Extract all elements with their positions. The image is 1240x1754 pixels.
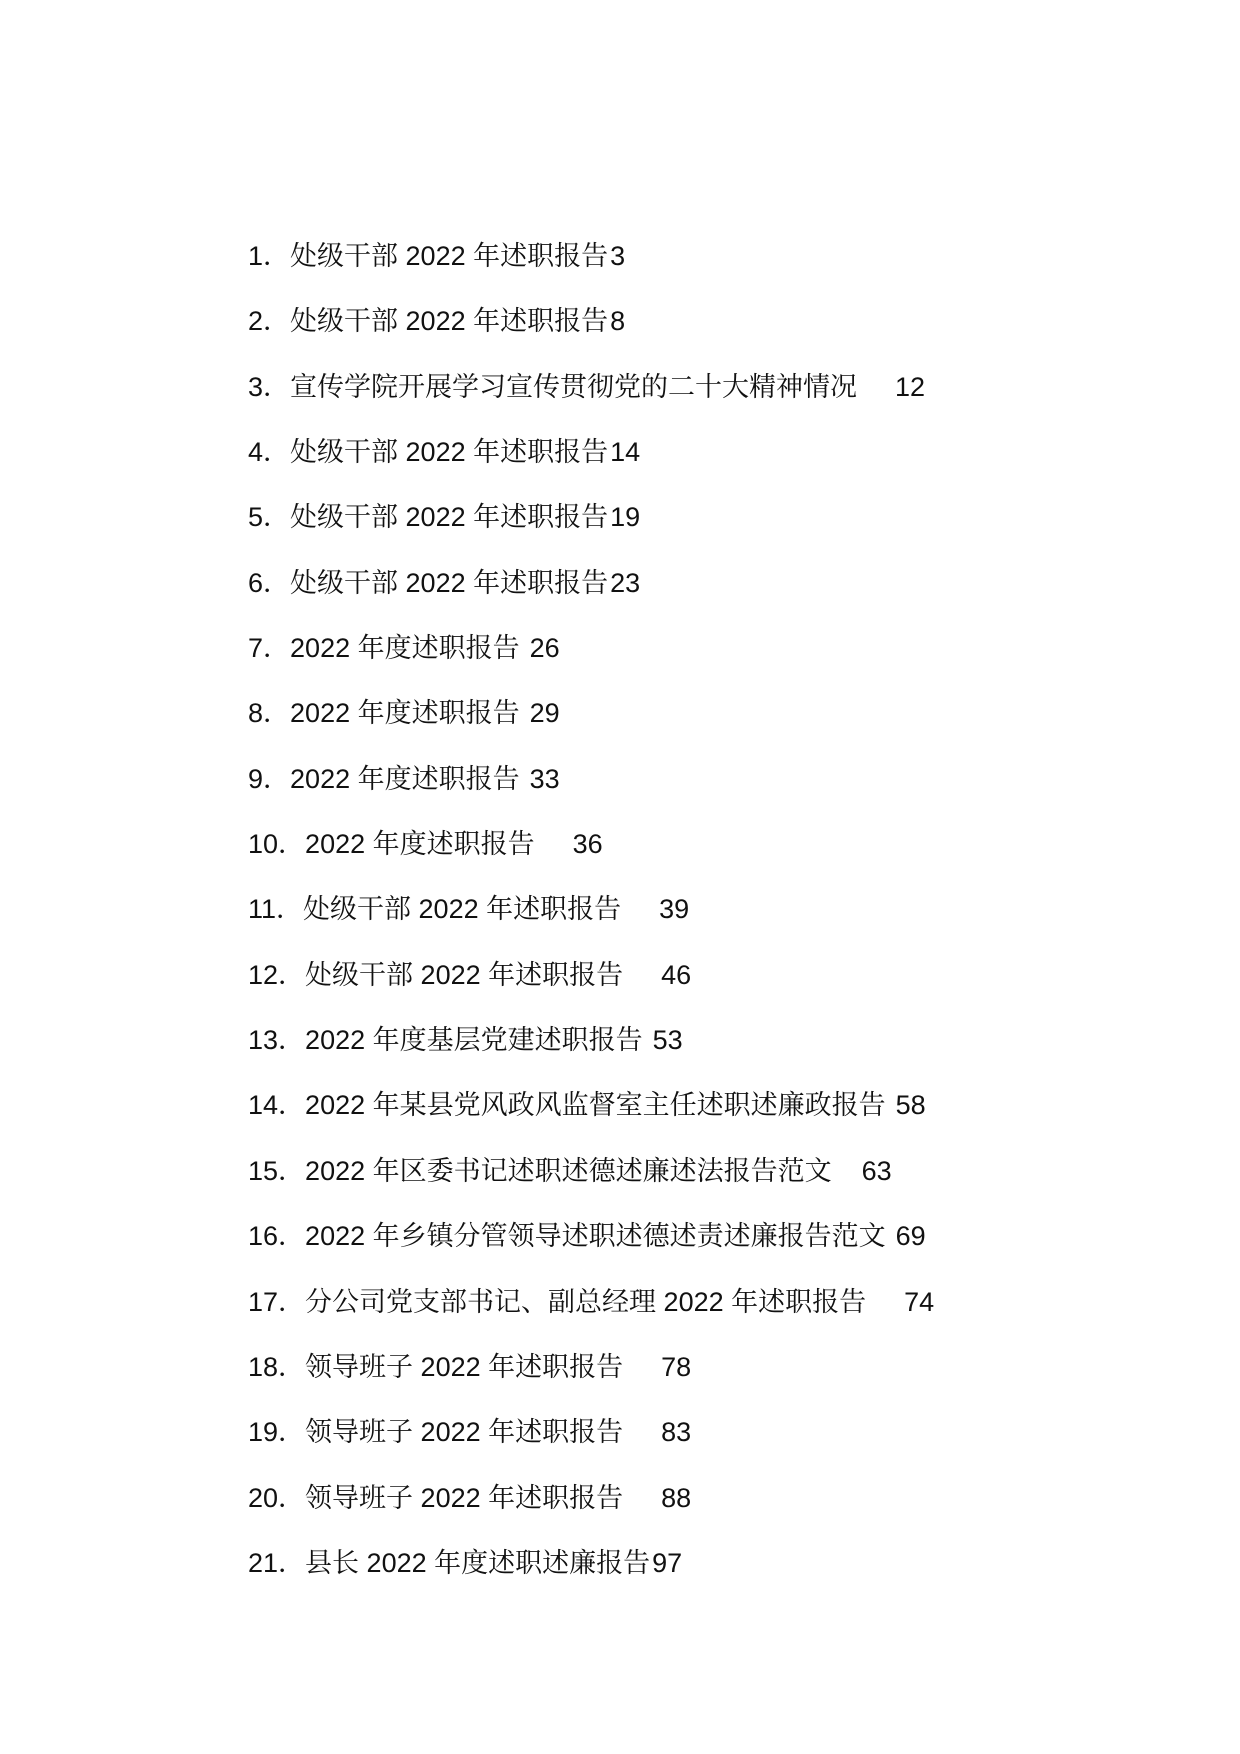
toc-entry-18[interactable]	[248, 1351, 1148, 1416]
table-of-contents	[248, 240, 1148, 1612]
toc-entry-number: 10．	[248, 829, 306, 860]
toc-entry-page: 14	[610, 437, 641, 468]
toc-entry-title: 领导班子 2022 年述职报告	[305, 1351, 624, 1382]
toc-entry-10[interactable]	[248, 828, 1148, 893]
toc-entry-8[interactable]	[248, 697, 1148, 762]
toc-entry-page: 74	[904, 1286, 935, 1317]
toc-entry-9[interactable]	[248, 763, 1148, 828]
toc-entry-12[interactable]	[248, 959, 1148, 1024]
toc-entry-page: 26	[529, 633, 560, 664]
toc-entry-title: 处级干部 2022 年述职报告	[290, 241, 609, 271]
toc-entry-page: 69	[895, 1221, 926, 1252]
toc-entry-number: 8．	[248, 698, 291, 729]
toc-entry-title: 处级干部 2022 年述职报告	[290, 306, 609, 337]
toc-entry-page: 12	[895, 371, 926, 402]
toc-entry-page: 29	[529, 698, 560, 729]
toc-entry-number: 21．	[248, 1547, 306, 1578]
toc-entry-page: 3	[610, 241, 626, 271]
toc-entry-page: 19	[610, 502, 641, 533]
toc-entry-title: 2022 年度述职报告	[305, 829, 535, 860]
toc-entry-page: 36	[572, 829, 603, 860]
toc-entry-number: 11．	[248, 894, 304, 925]
toc-entry-title: 2022 年度基层党建述职报告	[305, 1025, 643, 1056]
toc-entry-title: 分公司党支部书记、副总经理 2022 年述职报告	[305, 1286, 867, 1317]
toc-entry-title: 2022 年乡镇分管领导述职述德述责述廉报告范文	[305, 1221, 886, 1252]
toc-entry-number: 7．	[248, 633, 291, 664]
toc-entry-number: 3．	[248, 371, 291, 402]
toc-entry-page: 33	[529, 763, 560, 794]
toc-entry-title: 领导班子 2022 年述职报告	[305, 1482, 624, 1513]
toc-entry-title: 领导班子 2022 年述职报告	[305, 1417, 624, 1448]
toc-entry-number: 19．	[248, 1417, 306, 1448]
toc-entry-15[interactable]	[248, 1155, 1148, 1220]
toc-entry-number: 15．	[248, 1155, 306, 1186]
toc-entry-number: 20．	[248, 1482, 306, 1513]
toc-entry-7[interactable]	[248, 632, 1148, 697]
toc-entry-title: 处级干部 2022 年述职报告	[303, 894, 622, 925]
toc-entry-16[interactable]	[248, 1220, 1148, 1285]
toc-entry-number: 9．	[248, 763, 291, 794]
toc-entry-19[interactable]	[248, 1416, 1148, 1481]
toc-entry-page: 58	[895, 1090, 926, 1121]
toc-entry-page: 39	[659, 894, 690, 925]
toc-entry-4[interactable]	[248, 436, 1148, 501]
toc-entry-1[interactable]	[248, 240, 1148, 305]
toc-entry-20[interactable]	[248, 1482, 1148, 1547]
toc-entry-title: 处级干部 2022 年述职报告	[290, 567, 609, 598]
toc-entry-page: 8	[610, 306, 626, 337]
toc-entry-number: 12．	[248, 959, 306, 990]
toc-entry-21[interactable]	[248, 1547, 1148, 1612]
toc-entry-number: 16．	[248, 1221, 306, 1252]
toc-entry-page: 46	[661, 959, 692, 990]
toc-entry-number: 14．	[248, 1090, 306, 1121]
toc-entry-number: 18．	[248, 1351, 306, 1382]
toc-entry-number: 5．	[248, 502, 291, 533]
toc-entry-title: 处级干部 2022 年述职报告	[290, 437, 609, 468]
toc-entry-page: 88	[661, 1482, 692, 1513]
toc-entry-11[interactable]	[248, 893, 1148, 958]
toc-entry-2[interactable]	[248, 305, 1148, 370]
toc-entry-number: 4．	[248, 437, 291, 468]
toc-entry-page: 63	[861, 1155, 892, 1186]
toc-entry-number: 1．	[248, 241, 291, 271]
toc-entry-5[interactable]	[248, 501, 1148, 566]
toc-entry-page: 53	[652, 1025, 683, 1056]
toc-entry-page: 78	[661, 1351, 692, 1382]
toc-entry-page: 83	[661, 1417, 692, 1448]
toc-entry-page: 97	[652, 1547, 683, 1578]
toc-entry-title: 宣传学院开展学习宣传贯彻党的二十大精神情况	[290, 371, 858, 402]
toc-entry-title: 2022 年区委书记述职述德述廉述法报告范文	[305, 1155, 832, 1186]
toc-entry-number: 13．	[248, 1025, 306, 1056]
toc-entry-number: 6．	[248, 567, 291, 598]
toc-entry-title: 2022 年度述职报告	[290, 698, 520, 729]
toc-entry-13[interactable]	[248, 1024, 1148, 1089]
toc-entry-17[interactable]	[248, 1286, 1148, 1351]
toc-entry-3[interactable]	[248, 371, 1148, 436]
toc-entry-number: 17．	[248, 1286, 306, 1317]
toc-entry-title: 2022 年度述职报告	[290, 763, 520, 794]
toc-entry-title: 2022 年度述职报告	[290, 633, 520, 664]
toc-entry-6[interactable]	[248, 567, 1148, 632]
toc-entry-title: 处级干部 2022 年述职报告	[305, 959, 624, 990]
toc-entry-title: 2022 年某县党风政风监督室主任述职述廉政报告	[305, 1090, 886, 1121]
toc-entry-title: 县长 2022 年度述职述廉报告	[305, 1547, 651, 1578]
toc-entry-number: 2．	[248, 306, 291, 337]
toc-entry-title: 处级干部 2022 年述职报告	[290, 502, 609, 533]
toc-entry-page: 23	[610, 567, 641, 598]
toc-entry-14[interactable]	[248, 1089, 1148, 1154]
